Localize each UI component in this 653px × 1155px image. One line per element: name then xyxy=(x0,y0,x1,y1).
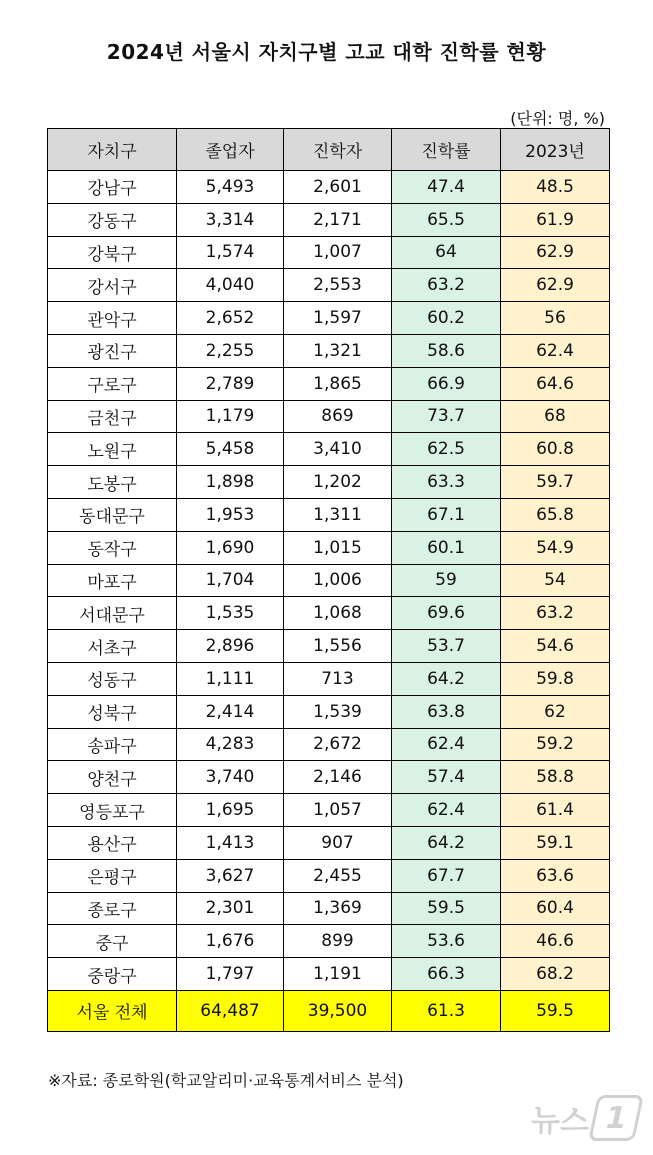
table-header xyxy=(48,129,610,171)
news1-watermark xyxy=(509,1093,639,1143)
rate-cell: 57.4 xyxy=(392,761,501,794)
page-title: 2024년 서울시 자치구별 고교 대학 진학률 현황 xyxy=(106,40,547,64)
district-cell: 관악구 xyxy=(48,302,177,335)
district-cell: 금천구 xyxy=(48,400,177,433)
admitted-cell: 2,601 xyxy=(284,171,392,204)
rate-cell: 66.3 xyxy=(392,958,501,991)
district-cell: 마포구 xyxy=(48,564,177,597)
graduates-cell: 1,111 xyxy=(177,662,284,695)
district-cell: 송파구 xyxy=(48,728,177,761)
rate-cell: 67.7 xyxy=(392,859,501,892)
table-row xyxy=(48,498,610,531)
admission-rate-table xyxy=(47,128,610,1032)
rate-cell: 63.8 xyxy=(392,695,501,728)
rate-cell: 64.2 xyxy=(392,662,501,695)
graduates-cell: 1,413 xyxy=(177,826,284,859)
admitted-cell: 1,369 xyxy=(284,892,392,925)
watermark-text: 뉴스 xyxy=(531,1104,589,1139)
district-cell: 중구 xyxy=(48,925,177,958)
table-row xyxy=(48,367,610,400)
table-row xyxy=(48,433,610,466)
district-cell: 용산구 xyxy=(48,826,177,859)
admitted-cell: 1,068 xyxy=(284,597,392,630)
table-row xyxy=(48,892,610,925)
total-row xyxy=(48,990,610,1031)
district-cell: 성동구 xyxy=(48,662,177,695)
prev-year-cell: 60.8 xyxy=(501,433,610,466)
admitted-cell: 713 xyxy=(284,662,392,695)
header-2023: 2023년 xyxy=(501,129,610,171)
admitted-cell: 2,672 xyxy=(284,728,392,761)
district-cell: 중랑구 xyxy=(48,958,177,991)
total-rate-cell: 61.3 xyxy=(392,990,501,1031)
graduates-cell: 1,898 xyxy=(177,466,284,499)
rate-cell: 62.4 xyxy=(392,728,501,761)
table-row xyxy=(48,859,610,892)
table-row xyxy=(48,564,610,597)
prev-year-cell: 65.8 xyxy=(501,498,610,531)
admitted-cell: 2,553 xyxy=(284,269,392,302)
graduates-cell: 3,740 xyxy=(177,761,284,794)
rate-cell: 66.9 xyxy=(392,367,501,400)
graduates-cell: 4,283 xyxy=(177,728,284,761)
prev-year-cell: 60.4 xyxy=(501,892,610,925)
prev-year-cell: 59.8 xyxy=(501,662,610,695)
admitted-cell: 1,597 xyxy=(284,302,392,335)
graduates-cell: 1,797 xyxy=(177,958,284,991)
prev-year-cell: 58.8 xyxy=(501,761,610,794)
rate-cell: 63.3 xyxy=(392,466,501,499)
prev-year-cell: 59.7 xyxy=(501,466,610,499)
total-graduates-cell: 64,487 xyxy=(177,990,284,1031)
graduates-cell: 1,535 xyxy=(177,597,284,630)
rate-cell: 47.4 xyxy=(392,171,501,204)
header-admitted: 진학자 xyxy=(284,129,392,171)
prev-year-cell: 46.6 xyxy=(501,925,610,958)
prev-year-cell: 64.6 xyxy=(501,367,610,400)
prev-year-cell: 48.5 xyxy=(501,171,610,204)
district-cell: 구로구 xyxy=(48,367,177,400)
graduates-cell: 5,458 xyxy=(177,433,284,466)
graduates-cell: 1,953 xyxy=(177,498,284,531)
admitted-cell: 1,865 xyxy=(284,367,392,400)
district-cell: 양천구 xyxy=(48,761,177,794)
graduates-cell: 2,255 xyxy=(177,334,284,367)
table-row xyxy=(48,662,610,695)
district-cell: 도봉구 xyxy=(48,466,177,499)
rate-cell: 53.6 xyxy=(392,925,501,958)
admitted-cell: 2,455 xyxy=(284,859,392,892)
district-cell: 동대문구 xyxy=(48,498,177,531)
graduates-cell: 1,690 xyxy=(177,531,284,564)
district-cell: 강남구 xyxy=(48,171,177,204)
table-row xyxy=(48,203,610,236)
rate-cell: 73.7 xyxy=(392,400,501,433)
graduates-cell: 1,704 xyxy=(177,564,284,597)
rate-cell: 69.6 xyxy=(392,597,501,630)
table-row xyxy=(48,728,610,761)
district-cell: 강동구 xyxy=(48,203,177,236)
graduates-cell: 2,652 xyxy=(177,302,284,335)
table-body xyxy=(48,171,610,991)
table-row xyxy=(48,695,610,728)
prev-year-cell: 63.6 xyxy=(501,859,610,892)
graduates-cell: 3,314 xyxy=(177,203,284,236)
rate-cell: 62.5 xyxy=(392,433,501,466)
admitted-cell: 907 xyxy=(284,826,392,859)
graduates-cell: 2,789 xyxy=(177,367,284,400)
graduates-cell: 2,414 xyxy=(177,695,284,728)
admitted-cell: 869 xyxy=(284,400,392,433)
prev-year-cell: 62 xyxy=(501,695,610,728)
table-row xyxy=(48,531,610,564)
prev-year-cell: 62.9 xyxy=(501,269,610,302)
graduates-cell: 1,695 xyxy=(177,794,284,827)
admitted-cell: 1,539 xyxy=(284,695,392,728)
admitted-cell: 1,556 xyxy=(284,630,392,663)
table-row xyxy=(48,925,610,958)
admitted-cell: 1,015 xyxy=(284,531,392,564)
district-cell: 노원구 xyxy=(48,433,177,466)
prev-year-cell: 56 xyxy=(501,302,610,335)
admitted-cell: 3,410 xyxy=(284,433,392,466)
rate-cell: 60.1 xyxy=(392,531,501,564)
rate-cell: 59 xyxy=(392,564,501,597)
total-2023-cell: 59.5 xyxy=(501,990,610,1031)
prev-year-cell: 63.2 xyxy=(501,597,610,630)
admitted-cell: 1,321 xyxy=(284,334,392,367)
rate-cell: 60.2 xyxy=(392,302,501,335)
graduates-cell: 2,301 xyxy=(177,892,284,925)
header-graduates: 졸업자 xyxy=(177,129,284,171)
graduates-cell: 4,040 xyxy=(177,269,284,302)
district-cell: 성북구 xyxy=(48,695,177,728)
admitted-cell: 1,006 xyxy=(284,564,392,597)
admitted-cell: 1,007 xyxy=(284,236,392,269)
header-admission-rate: 진학률 xyxy=(392,129,501,171)
admitted-cell: 1,202 xyxy=(284,466,392,499)
district-cell: 서대문구 xyxy=(48,597,177,630)
graduates-cell: 3,627 xyxy=(177,859,284,892)
table-row xyxy=(48,400,610,433)
prev-year-cell: 68.2 xyxy=(501,958,610,991)
admitted-cell: 1,311 xyxy=(284,498,392,531)
news1-logo-icon: 1 xyxy=(588,1095,644,1141)
rate-cell: 65.5 xyxy=(392,203,501,236)
graduates-cell: 2,896 xyxy=(177,630,284,663)
header-row xyxy=(48,129,610,171)
total-admitted-cell: 39,500 xyxy=(284,990,392,1031)
rate-cell: 58.6 xyxy=(392,334,501,367)
admitted-cell: 1,191 xyxy=(284,958,392,991)
table-row xyxy=(48,761,610,794)
rate-cell: 53.7 xyxy=(392,630,501,663)
district-cell: 은평구 xyxy=(48,859,177,892)
district-cell: 서초구 xyxy=(48,630,177,663)
table-row xyxy=(48,630,610,663)
rate-cell: 64.2 xyxy=(392,826,501,859)
unit-note: (단위: 명, %) xyxy=(510,109,605,128)
table-row xyxy=(48,466,610,499)
district-cell: 강북구 xyxy=(48,236,177,269)
rate-cell: 64 xyxy=(392,236,501,269)
prev-year-cell: 59.2 xyxy=(501,728,610,761)
table-row xyxy=(48,302,610,335)
rate-cell: 59.5 xyxy=(392,892,501,925)
graduates-cell: 5,493 xyxy=(177,171,284,204)
district-cell: 강서구 xyxy=(48,269,177,302)
table-row xyxy=(48,334,610,367)
district-cell: 종로구 xyxy=(48,892,177,925)
table-row xyxy=(48,794,610,827)
district-cell: 광진구 xyxy=(48,334,177,367)
graduates-cell: 1,179 xyxy=(177,400,284,433)
admitted-cell: 2,171 xyxy=(284,203,392,236)
admitted-cell: 1,057 xyxy=(284,794,392,827)
table-row xyxy=(48,958,610,991)
total-district-cell: 서울 전체 xyxy=(48,990,177,1031)
prev-year-cell: 62.9 xyxy=(501,236,610,269)
prev-year-cell: 68 xyxy=(501,400,610,433)
prev-year-cell: 54.6 xyxy=(501,630,610,663)
prev-year-cell: 62.4 xyxy=(501,334,610,367)
district-cell: 영등포구 xyxy=(48,794,177,827)
district-cell: 동작구 xyxy=(48,531,177,564)
admitted-cell: 899 xyxy=(284,925,392,958)
table-row xyxy=(48,597,610,630)
prev-year-cell: 61.4 xyxy=(501,794,610,827)
graduates-cell: 1,574 xyxy=(177,236,284,269)
rate-cell: 67.1 xyxy=(392,498,501,531)
rate-cell: 63.2 xyxy=(392,269,501,302)
table-row xyxy=(48,236,610,269)
prev-year-cell: 54 xyxy=(501,564,610,597)
header-district: 자치구 xyxy=(48,129,177,171)
admitted-cell: 2,146 xyxy=(284,761,392,794)
table-row xyxy=(48,826,610,859)
graduates-cell: 1,676 xyxy=(177,925,284,958)
prev-year-cell: 61.9 xyxy=(501,203,610,236)
prev-year-cell: 54.9 xyxy=(501,531,610,564)
prev-year-cell: 59.1 xyxy=(501,826,610,859)
source-note: ※자료: 종로학원(학교알리미·교육통계서비스 분석) xyxy=(48,1071,404,1090)
rate-cell: 62.4 xyxy=(392,794,501,827)
table-row xyxy=(48,269,610,302)
table-row xyxy=(48,171,610,204)
table-total xyxy=(48,990,610,1031)
